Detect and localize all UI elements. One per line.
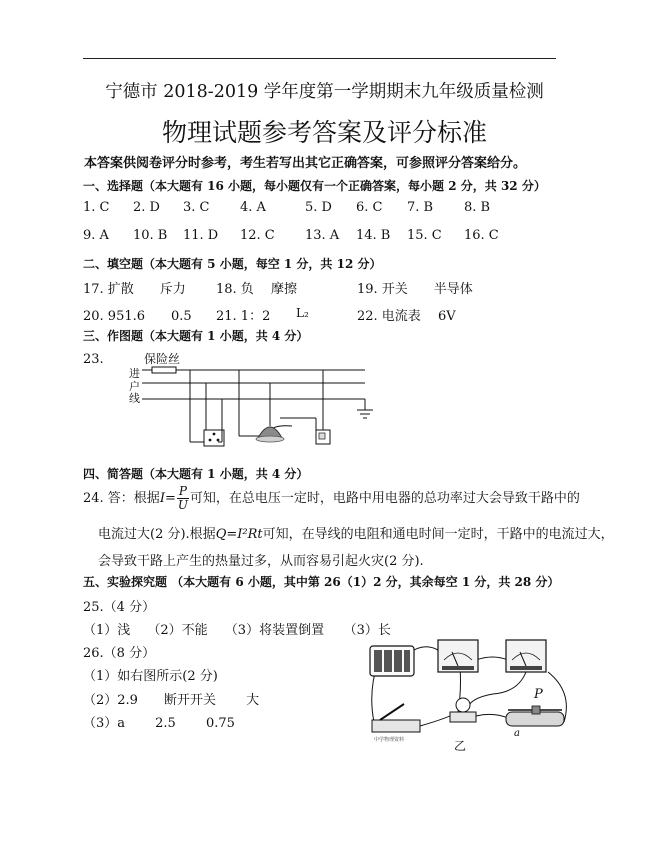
ammeter xyxy=(438,640,478,672)
line-label-3: 线 xyxy=(129,392,140,405)
answer-24-line2-b: 可知，在导线的电阻和通电时间一定时，干路中的电流过大， xyxy=(262,527,614,542)
battery-box xyxy=(370,646,414,676)
scoring-note: 本答案供阅卷评分时参考，考生若写出其它正确答案，可参照评分答案给分。 xyxy=(84,156,527,171)
line-label-2: 户 xyxy=(129,380,140,393)
answer-20: 20. 951.6 0.5 xyxy=(83,309,192,324)
fraction-denominator: U xyxy=(177,498,188,512)
section5-heading: 五、实验探究题 （本大题有 6 小题，其中第 26（1）2 分，其余每空 1 分，共 28 分） xyxy=(83,575,560,589)
answer-15: 15. C xyxy=(407,228,442,243)
answer-10: 10. B xyxy=(133,228,168,243)
answer-12: 12. C xyxy=(240,228,275,243)
answer-21: 21. 1：2 xyxy=(216,309,271,324)
answer-24-line2 xyxy=(98,523,614,542)
answer-23-label: 23. xyxy=(83,352,104,367)
formula-joule-heat: Q=I²Rt xyxy=(215,527,263,542)
experiment-circuit-figure xyxy=(358,632,583,754)
section4-heading: 四、简答题（本大题有 1 小题，共 4 分） xyxy=(83,467,309,481)
terminal-a-label: a xyxy=(514,728,520,739)
voltmeter xyxy=(506,640,546,672)
slider-p-label: P xyxy=(534,687,543,702)
lamp-symbol xyxy=(256,427,284,442)
answer-26-3: （3）a 2.5 0.75 xyxy=(83,716,235,731)
document-title: 物理试题参考答案及评分标准 xyxy=(161,118,487,147)
answer-24-line1 xyxy=(83,484,580,514)
answer-26-2: （2）2.9 断开开关 大 xyxy=(83,693,260,708)
header-rule xyxy=(83,58,556,59)
answer-21-l2: L₂ xyxy=(296,306,309,320)
answer-13: 13. A xyxy=(305,228,340,243)
answer-2: 2. D xyxy=(133,200,160,215)
answer-9: 9. A xyxy=(83,228,109,243)
line-label-1: 进 xyxy=(129,367,140,380)
answer-4: 4. A xyxy=(240,200,266,215)
section3-heading: 三、作图题（本大题有 1 小题，共 4 分） xyxy=(83,329,309,343)
answer-7: 7. B xyxy=(407,200,434,215)
formula-current-lhs: I= xyxy=(159,491,176,506)
answer-17: 17. 扩散 斥力 xyxy=(83,282,186,297)
fuse-label: 保险丝 xyxy=(144,352,181,366)
question-25-title: 25.（4 分） xyxy=(83,600,156,615)
answer-24-line3: 会导致干路上产生的热量过多，从而容易引起火灾(2 分). xyxy=(98,554,424,569)
fraction-numerator: P xyxy=(178,484,187,498)
answer-16: 16. C xyxy=(464,228,499,243)
answer-26-1: （1）如右图所示(2 分) xyxy=(83,669,218,684)
figure-caption: 乙 xyxy=(454,739,467,753)
section1-heading: 一、选择题（本大题有 16 小题，每小题仅有一个正确答案，每小题 2 分，共 32 分） xyxy=(83,179,546,193)
answer-3: 3. C xyxy=(183,200,210,215)
answer-1: 1. C xyxy=(83,200,110,215)
fuse-symbol xyxy=(152,367,176,373)
answer-25: （1）浅 （2）不能 （3）将装置倒置 （3）长 xyxy=(83,623,391,638)
household-circuit-diagram xyxy=(120,346,385,452)
answer-6: 6. C xyxy=(356,200,383,215)
answer-24-prefix: 24. 答：根据 xyxy=(83,491,160,506)
answer-18: 18. 负 摩擦 xyxy=(216,282,297,297)
answer-24-line1-rest: 可知，在总电压一定时，电路中用电器的总功率过大会导致干路中的 xyxy=(189,491,580,506)
answer-14: 14. B xyxy=(356,228,391,243)
knife-switch xyxy=(372,704,420,743)
answer-19: 19. 开关 半导体 xyxy=(357,282,473,297)
section2-heading: 二、填空题（本大题有 5 小题，每空 1 分，共 12 分） xyxy=(83,257,382,271)
answer-22: 22. 电流表 6V xyxy=(357,309,456,324)
socket-symbol xyxy=(204,430,224,446)
switch-caption: 中学物理资料 xyxy=(374,737,405,743)
rheostat xyxy=(506,687,564,739)
answer-5: 5. D xyxy=(305,200,332,215)
exam-title: 宁德市 2018-2019 学年度第一学期期末九年级质量检测 xyxy=(105,82,544,102)
answer-8: 8. B xyxy=(464,200,491,215)
answer-11: 11. D xyxy=(183,228,219,243)
question-26-title: 26.（8 分） xyxy=(83,646,156,661)
answer-24-line2-a: 电流过大(2 分).根据 xyxy=(98,527,216,542)
formula-fraction xyxy=(177,485,189,512)
